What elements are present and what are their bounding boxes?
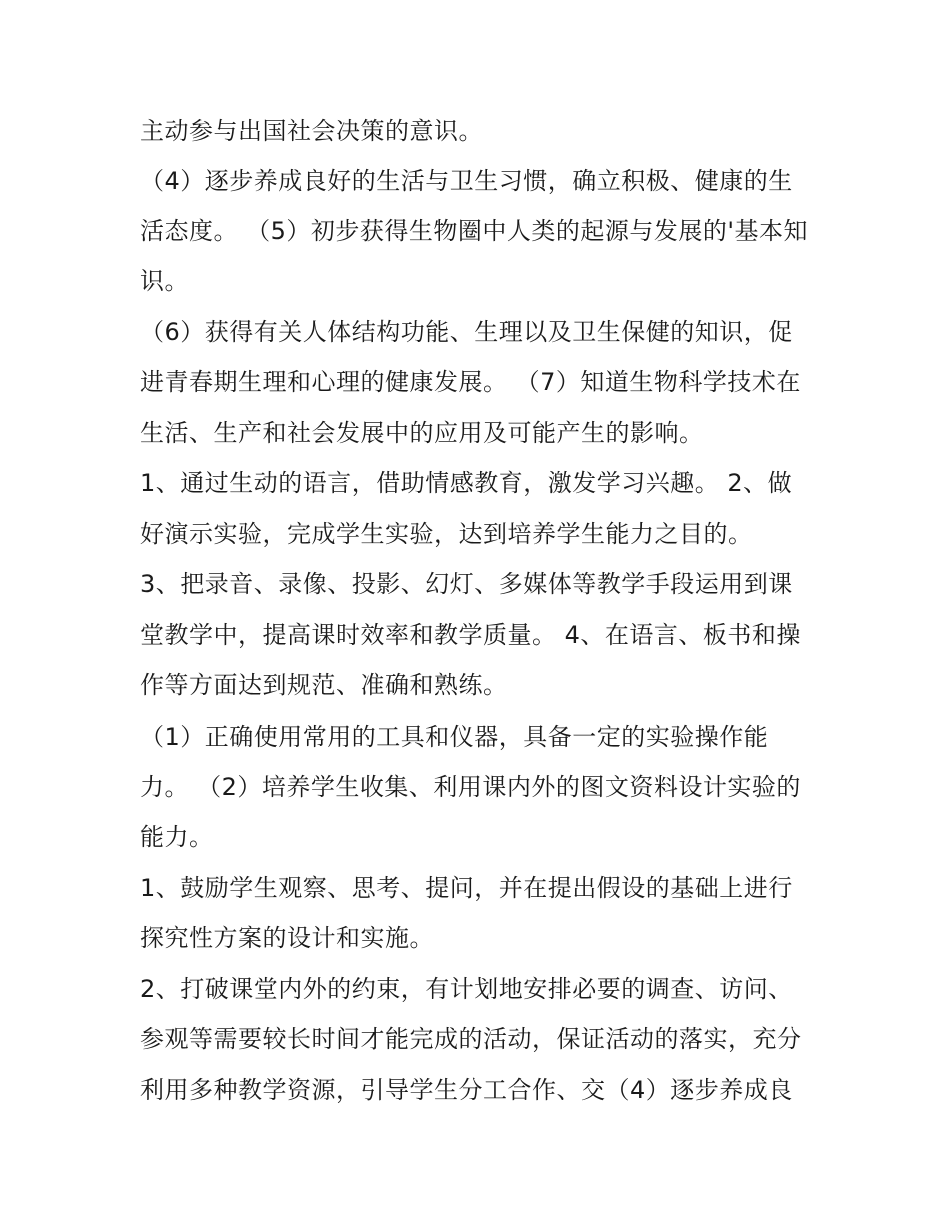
text-line: 生活、生产和社会发展中的应用及可能产生的影响。: [140, 419, 704, 447]
text-line: 利用多种教学资源，引导学生分工合作、交（4）逐步养成良: [140, 1076, 793, 1104]
text-line: 进青春期生理和心理的健康发展。 （7）知道生物科学技术在: [140, 368, 801, 396]
text-line: 堂教学中，提高课时效率和教学质量。 4、在语言、板书和操: [140, 621, 801, 649]
text-line: 探究性方案的设计和实施。: [140, 924, 434, 952]
text-line: 2、打破课堂内外的约束，有计划地安排必要的调查、访问、: [140, 975, 793, 1003]
text-line: （1）正确使用常用的工具和仪器，具备一定的实验操作能: [140, 723, 769, 751]
text-line: 3、把录音、录像、投影、幻灯、多媒体等教学手段运用到课: [140, 570, 793, 598]
text-line: 识。: [140, 267, 189, 295]
text-line: 好演示实验，完成学生实验，达到培养学生能力之目的。: [140, 520, 753, 548]
text-line: 主动参与出国社会决策的意识。: [140, 117, 483, 145]
text-line: 作等方面达到规范、准确和熟练。: [140, 671, 508, 699]
text-line: 力。 （2）培养学生收集、利用课内外的图文资料设计实验的: [140, 773, 801, 801]
text-line: 参观等需要较长时间才能完成的活动，保证活动的落实，充分: [140, 1025, 802, 1053]
text-line: 能力。: [140, 823, 214, 851]
text-line: 1、鼓励学生观察、思考、提问，并在提出假设的基础上进行: [140, 874, 793, 902]
text-line: （6）获得有关人体结构功能、生理以及卫生保健的知识，促: [140, 318, 793, 346]
text-line: 活态度。 （5）初步获得生物圈中人类的起源与发展的'基本知: [140, 217, 808, 245]
text-line: （4）逐步养成良好的生活与卫生习惯，确立积极、健康的生: [140, 167, 793, 195]
text-line: 1、通过生动的语言，借助情感教育，激发学习兴趣。 2、做: [140, 469, 793, 497]
